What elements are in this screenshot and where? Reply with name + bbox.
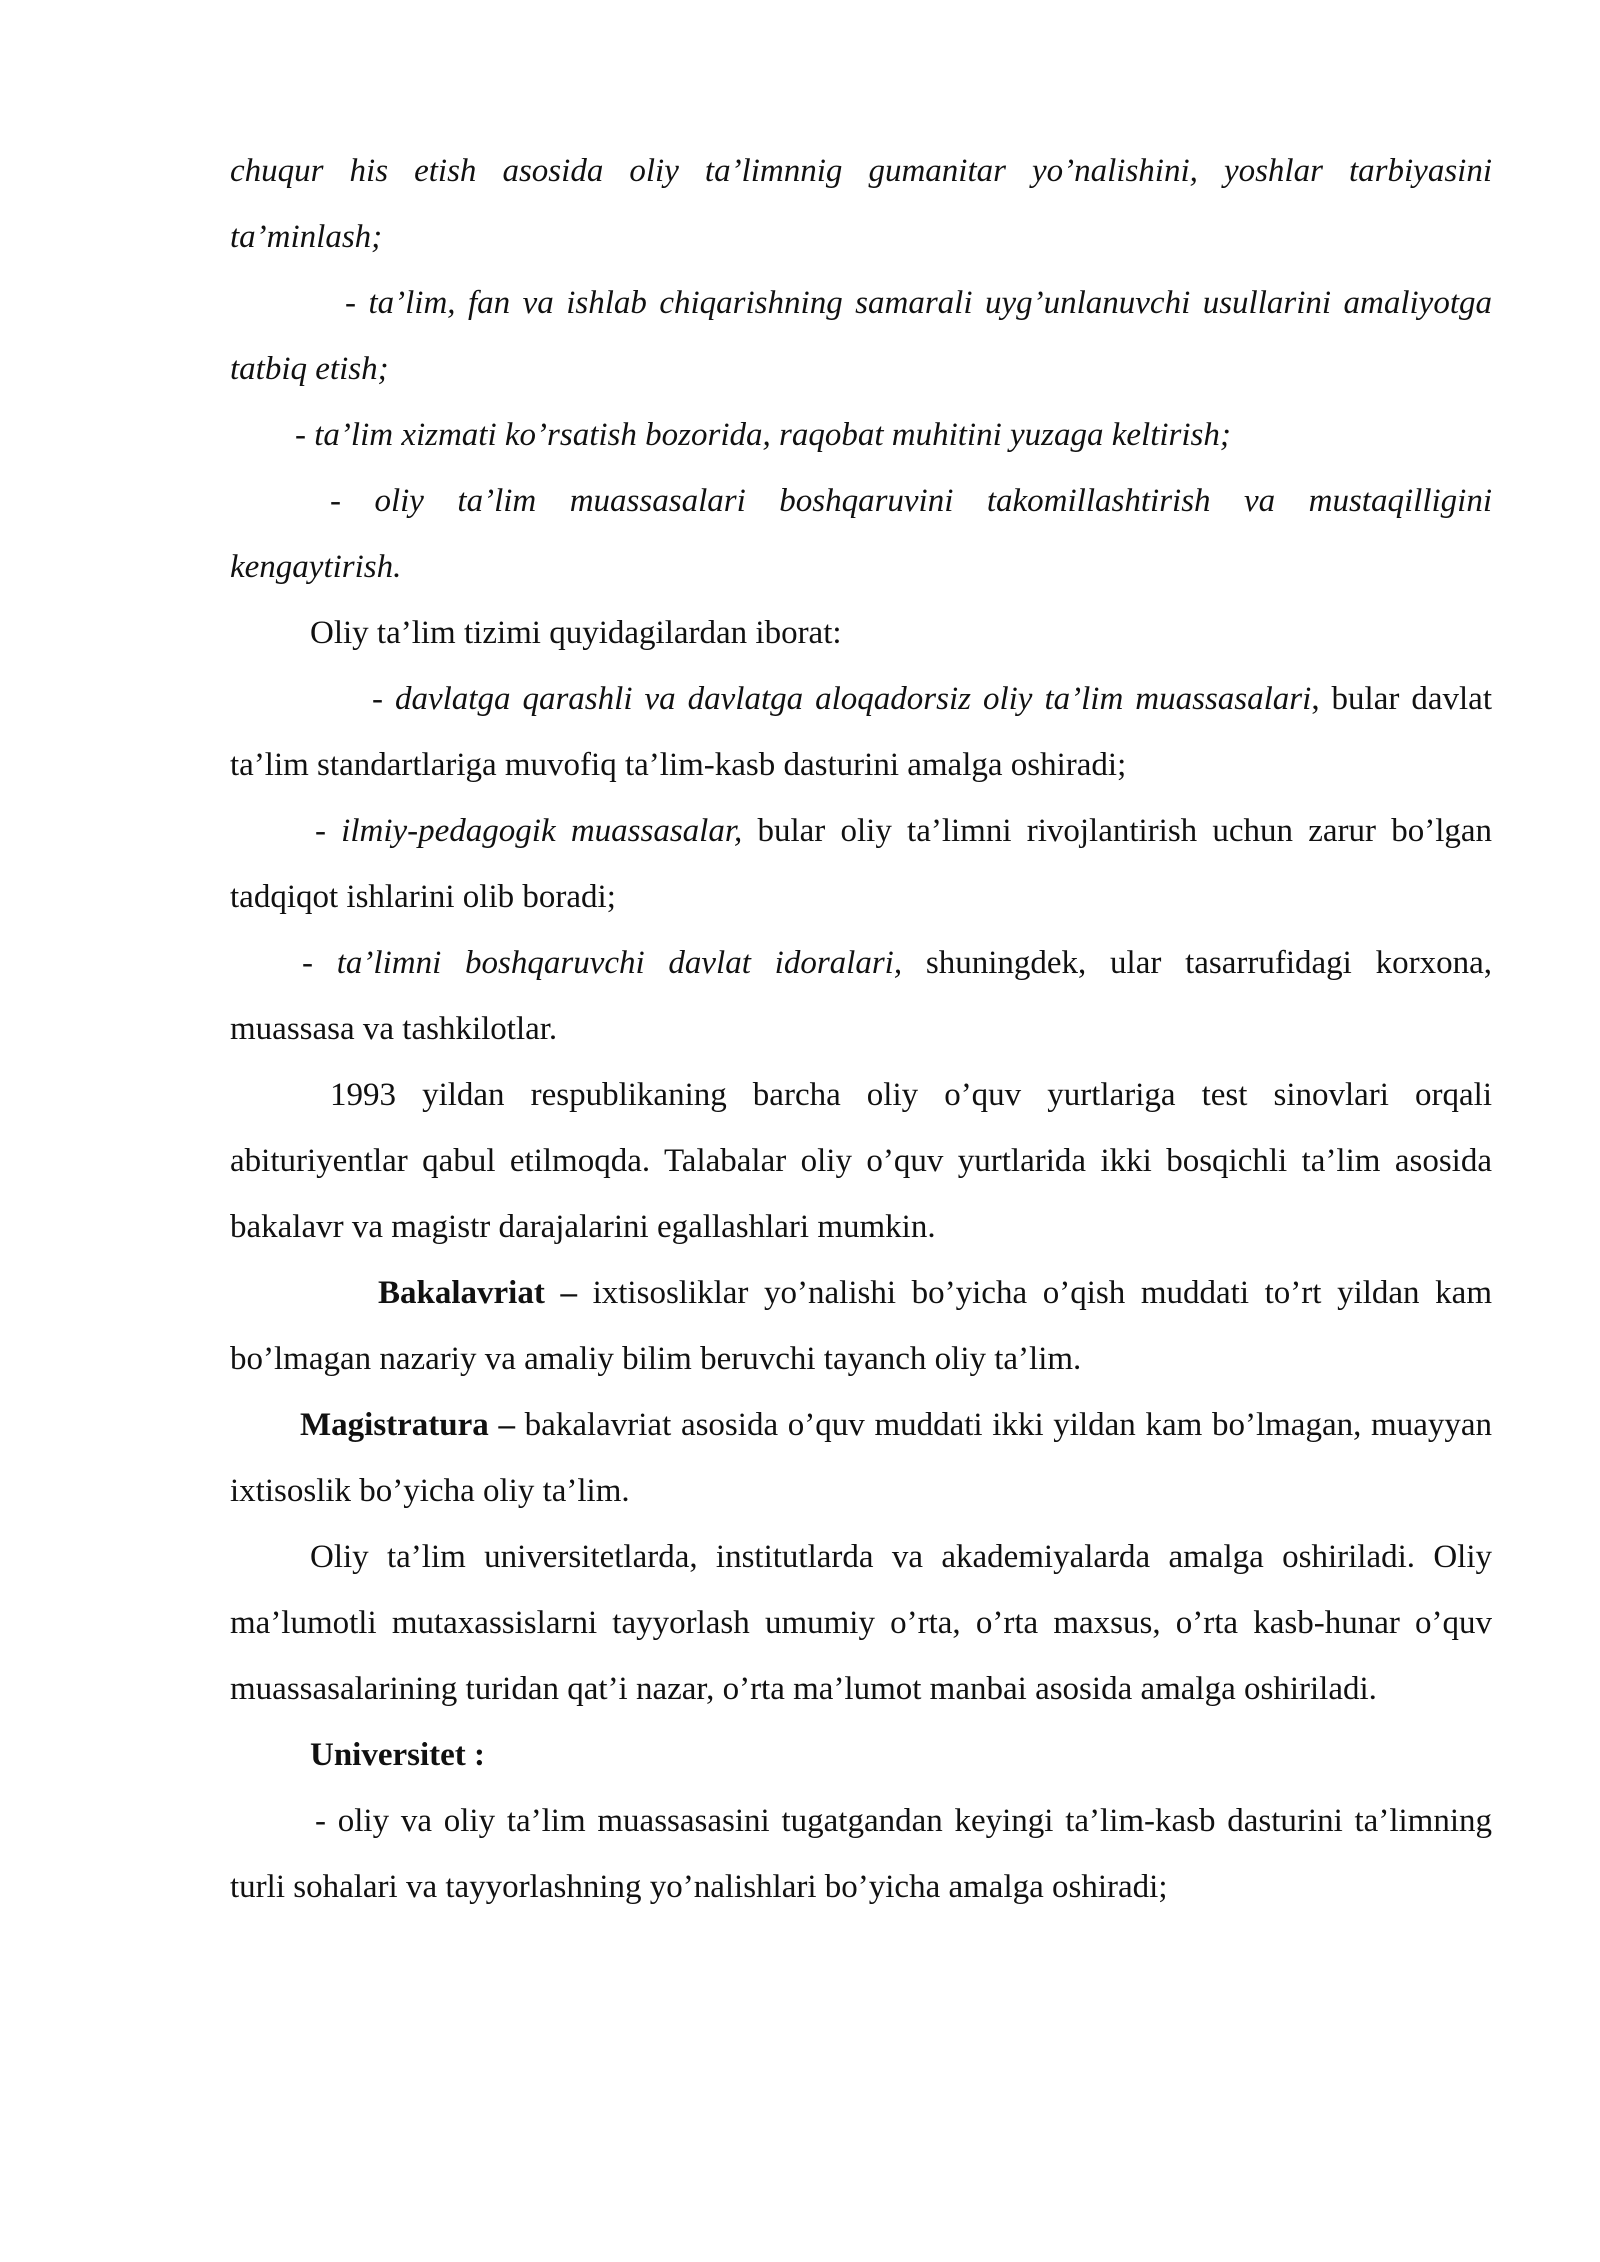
list-item-research — [230, 798, 1492, 930]
paragraph-admission: 1993 yildan respublikaning barcha oliy o’quv yurtlariga test sinovlari orqali abituriyentlar qabul etilmoqda. Talabalar oliy o’quv yurtlarida ikki bosqichli ta’lim asosida bakalavr va magistr darajalarini egallashlari mumkin. — [230, 1077, 1492, 1245]
paragraph-bachelor — [230, 1260, 1492, 1392]
list-item-institutions — [230, 666, 1492, 798]
paragraph-system-intro: Oliy ta’lim tizimi quyidagilardan iborat: — [310, 615, 842, 651]
list-item-authorities — [230, 930, 1492, 1062]
paragraph-master — [230, 1392, 1492, 1524]
term-authorities: - ta’limni boshqaruvchi davlat idoralari, — [302, 945, 903, 981]
term-bachelor: Bakalavriat – — [378, 1275, 577, 1311]
text-bachelor: ixtisosliklar yo’nalishi bo’yicha o’qish muddati to’rt yildan kam bo’lmagan nazariy va amaliy bilim beruvchi tayanch oliy ta’lim. — [230, 1275, 1492, 1377]
heading-university: Universitet : — [310, 1737, 486, 1773]
text-master: bakalavriat asosida o’quv muddati ikki yildan kam bo’lmagan, muayyan ixtisoslik bo’yicha oliy ta’lim. — [230, 1407, 1492, 1509]
term-research: - ilmiy-pedagogik muassasalar, — [315, 813, 743, 849]
list-item-university: - oliy va oliy ta’lim muassasasini tugatgandan keyingi ta’lim-kasb dasturini ta’limning turli sohalari va tayyorlashning yo’nalishlari bo’yicha amalga oshiradi; — [230, 1803, 1492, 1905]
list-item-management: - oliy ta’lim muassasalari boshqaruvini takomillashtirish va mustaqilligini kengaytirish. — [230, 483, 1492, 585]
list-item-integration: - ta’lim, fan va ishlab chiqarishning samarali uyg’unlanuvchi usullarini amaliyotga tatbiq etish; — [230, 285, 1492, 387]
term-institutions: - davlatga qarashli va davlatga aloqadorsiz oliy ta’lim muassasalari — [372, 681, 1312, 717]
text-research: bular oliy ta’limni rivojlantirish uchun zarur bo’lgan tadqiqot ishlarini olib boradi; — [230, 813, 1493, 915]
document-page — [230, 138, 1492, 1920]
list-item-competition: - ta’lim xizmati ko’rsatish bozorida, raqobat muhitini yuzaga keltirish; — [295, 417, 1231, 453]
term-master: Magistratura – — [300, 1407, 515, 1443]
text-institutions: , bular davlat ta’lim standartlariga muvofiq ta’lim-kasb dasturini amalga oshiradi; — [230, 681, 1492, 783]
paragraph-humanitarian: chuqur his etish asosida oliy ta’limnnig gumanitar yo’nalishini, yoshlar tarbiyasini ta’minlash; — [230, 153, 1492, 255]
text-authorities: shuningdek, ular tasarrufidagi korxona, muassasa va tashkilotlar. — [230, 945, 1492, 1047]
paragraph-higher-education: Oliy ta’lim universitetlarda, institutlarda va akademiyalarda amalga oshiriladi. Oliy ma’lumotli mutaxassislarni tayyorlash umumiy o’rta, o’rta maxsus, o’rta kasb-hunar o’quv muassasalarining turidan qat’i nazar, o’rta ma’lumot manbai asosida amalga oshiriladi. — [230, 1539, 1492, 1707]
